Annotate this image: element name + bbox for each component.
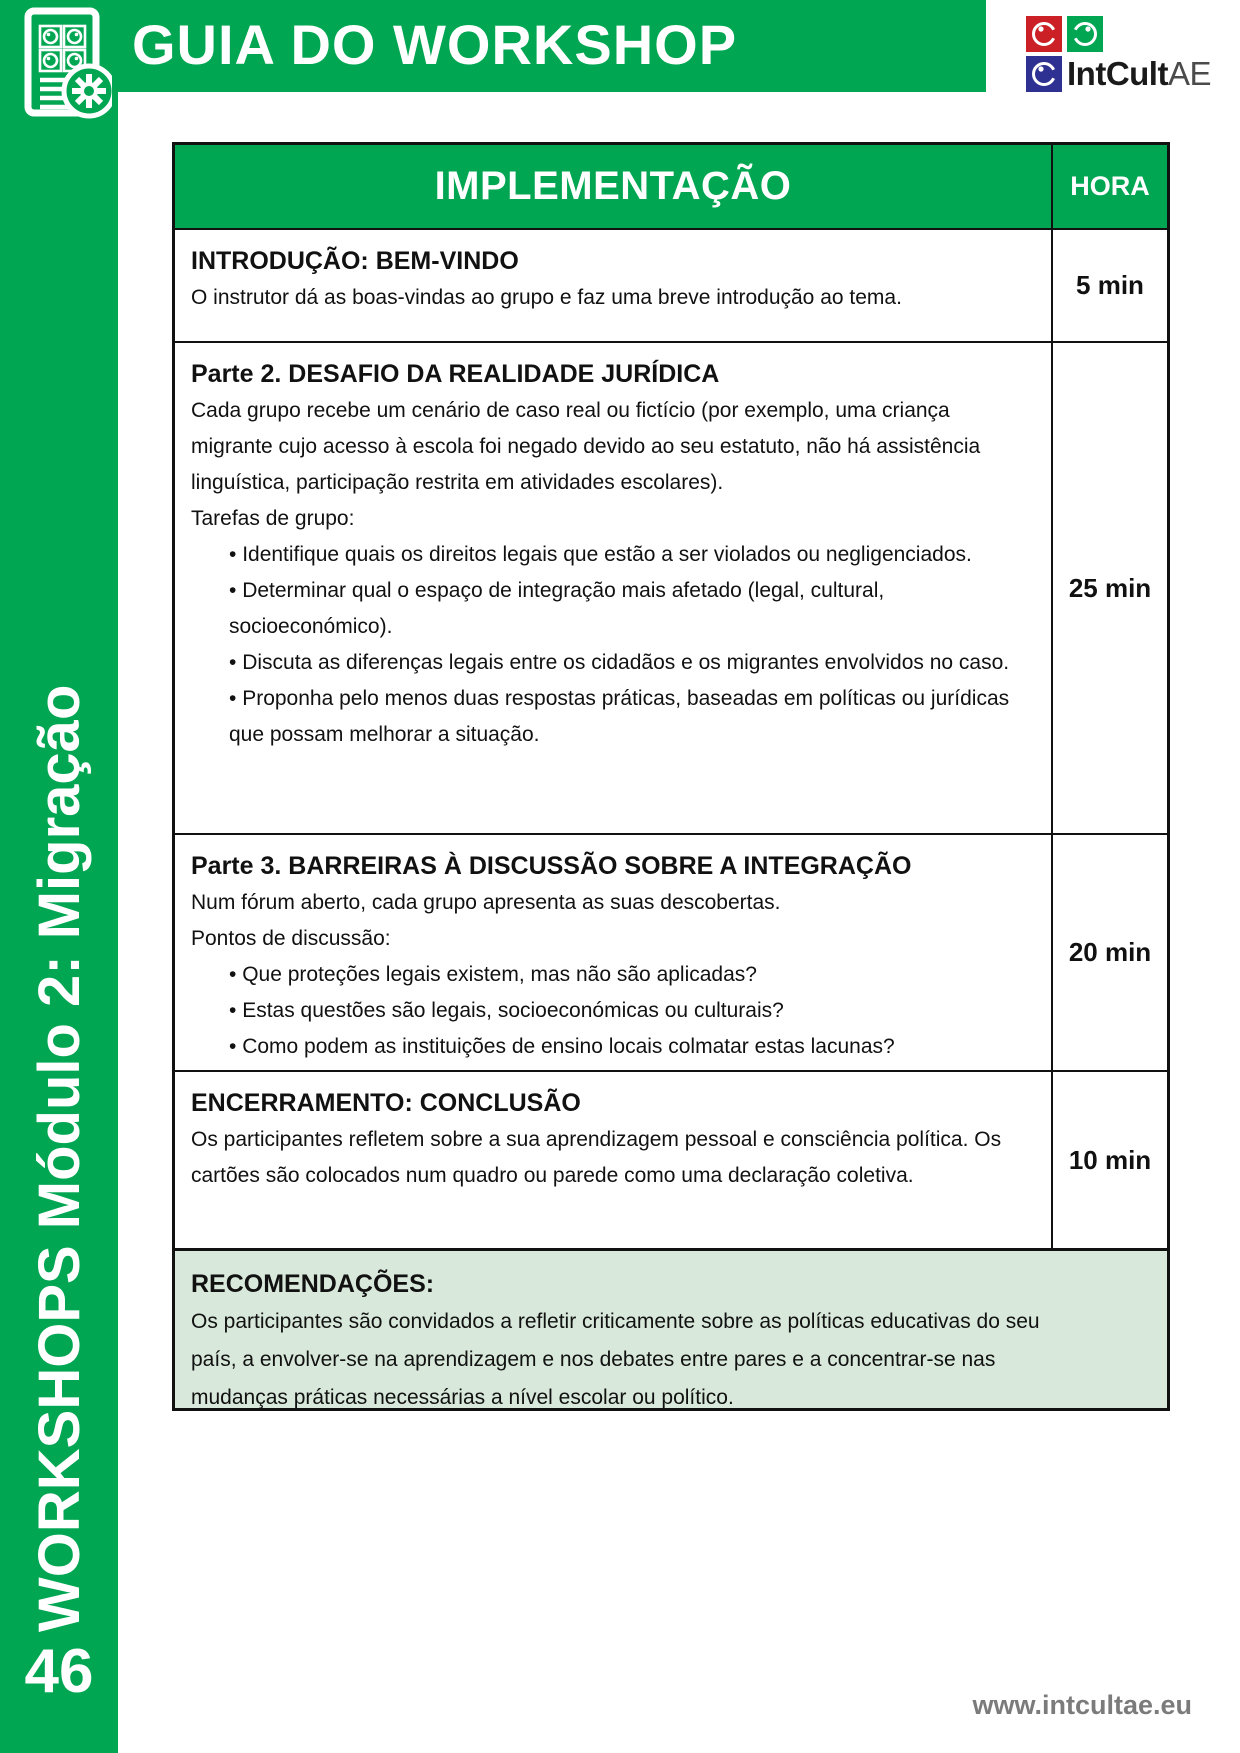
- bullet-item: • Determinar qual o espaço de integração mais afetado (legal, cultural, socioeconómico).: [229, 573, 1035, 645]
- logo-text-light: AE: [1167, 55, 1211, 92]
- row-title: INTRODUÇÃO: BEM-VINDO: [191, 247, 519, 275]
- paragraph: Tarefas de grupo:: [191, 507, 355, 530]
- row-content: [175, 835, 1053, 1070]
- paragraph: Num fórum aberto, cada grupo apresenta as suas descobertas.: [191, 891, 781, 914]
- row-body: [191, 393, 1035, 753]
- page-number: 46: [24, 1637, 94, 1706]
- workshop-document-gear-icon: [12, 6, 112, 122]
- row-body: [191, 885, 1035, 1065]
- table-row: [175, 1070, 1167, 1248]
- row-body: [191, 1122, 1035, 1194]
- intcultae-logo: [1026, 16, 1216, 96]
- hora-header: HORA: [1070, 171, 1150, 201]
- footer-url: www.intcultae.eu: [972, 1690, 1192, 1720]
- row-content: [175, 343, 1053, 833]
- table-row: [175, 228, 1167, 341]
- row-body: [191, 280, 1035, 316]
- sidebar-module-label: WORKSHOPS Módulo 2: Migração: [27, 684, 92, 1632]
- row-duration: 10 min: [1068, 1144, 1152, 1175]
- row-duration: 5 min: [1076, 270, 1144, 300]
- page-title: GUIA DO WORKSHOP: [132, 13, 738, 76]
- row-content: [175, 230, 1053, 341]
- row-title: Parte 2. DESAFIO DA REALIDADE JURÍDICA: [191, 360, 720, 388]
- paragraph: Os participantes refletem sobre a sua aprendizagem pessoal e consciência política. Os cartões são colocados num quadro ou parede como uma declaração coletiva.: [191, 1128, 1002, 1187]
- row-title: Parte 3. BARREIRAS À DISCUSSÃO SOBRE A INTEGRAÇÃO: [191, 852, 912, 880]
- bullet-item: • Estas questões são legais, socioeconómicas ou culturais?: [229, 993, 1035, 1029]
- table-row: [175, 341, 1167, 833]
- recommendations-title: RECOMENDAÇÕES:: [191, 1270, 435, 1298]
- implementation-table: [172, 142, 1170, 1411]
- row-duration: 25 min: [1068, 572, 1152, 603]
- bullet-item: • Identifique quais os direitos legais que estão a ser violados ou negligenciados.: [229, 537, 1035, 573]
- logo-text: [1067, 56, 1211, 92]
- face-icon-green: [1067, 16, 1103, 52]
- paragraph: Cada grupo recebe um cenário de caso real ou fictício (por exemplo, uma criança migrante cujo acesso à escola foi negado devido ao seu estatuto, não há assistência linguística, participação restrita em atividades escolares).: [191, 399, 981, 494]
- bullet-item: • Proponha pelo menos duas respostas práticas, baseadas em políticas ou jurídicas que possam melhorar a situação.: [229, 681, 1035, 753]
- paragraph: Pontos de discussão:: [191, 927, 391, 950]
- row-content: [175, 1072, 1053, 1248]
- row-duration: 20 min: [1068, 937, 1152, 967]
- table-rows: [175, 228, 1167, 1248]
- row-title: ENCERRAMENTO: CONCLUSÃO: [191, 1089, 581, 1117]
- recommendations-body: Os participantes são convidados a refletir criticamente sobre as políticas educativas do seu país, a envolver-se na aprendizagem e nos debates entre pares e a concentrar-se nas mudanças práticas necessárias a nível escolar ou político.: [191, 1310, 1040, 1408]
- face-icon-blue: [1026, 56, 1062, 92]
- implementation-header: IMPLEMENTAÇÃO: [434, 164, 792, 208]
- recommendations-box: [175, 1248, 1167, 1408]
- logo-text-bold: IntCult: [1067, 55, 1168, 92]
- bullet-item: • Que proteções legais existem, mas não são aplicadas?: [229, 957, 1035, 993]
- face-icon-red: [1026, 16, 1062, 52]
- paragraph: O instrutor dá as boas-vindas ao grupo e faz uma breve introdução ao tema.: [191, 286, 902, 309]
- bullet-item: • Discuta as diferenças legais entre os cidadãos e os migrantes envolvidos no caso.: [229, 645, 1035, 681]
- table-row: [175, 833, 1167, 1070]
- table-header-row: [175, 145, 1167, 228]
- bullet-item: • Como podem as instituições de ensino locais colmatar estas lacunas?: [229, 1029, 1035, 1065]
